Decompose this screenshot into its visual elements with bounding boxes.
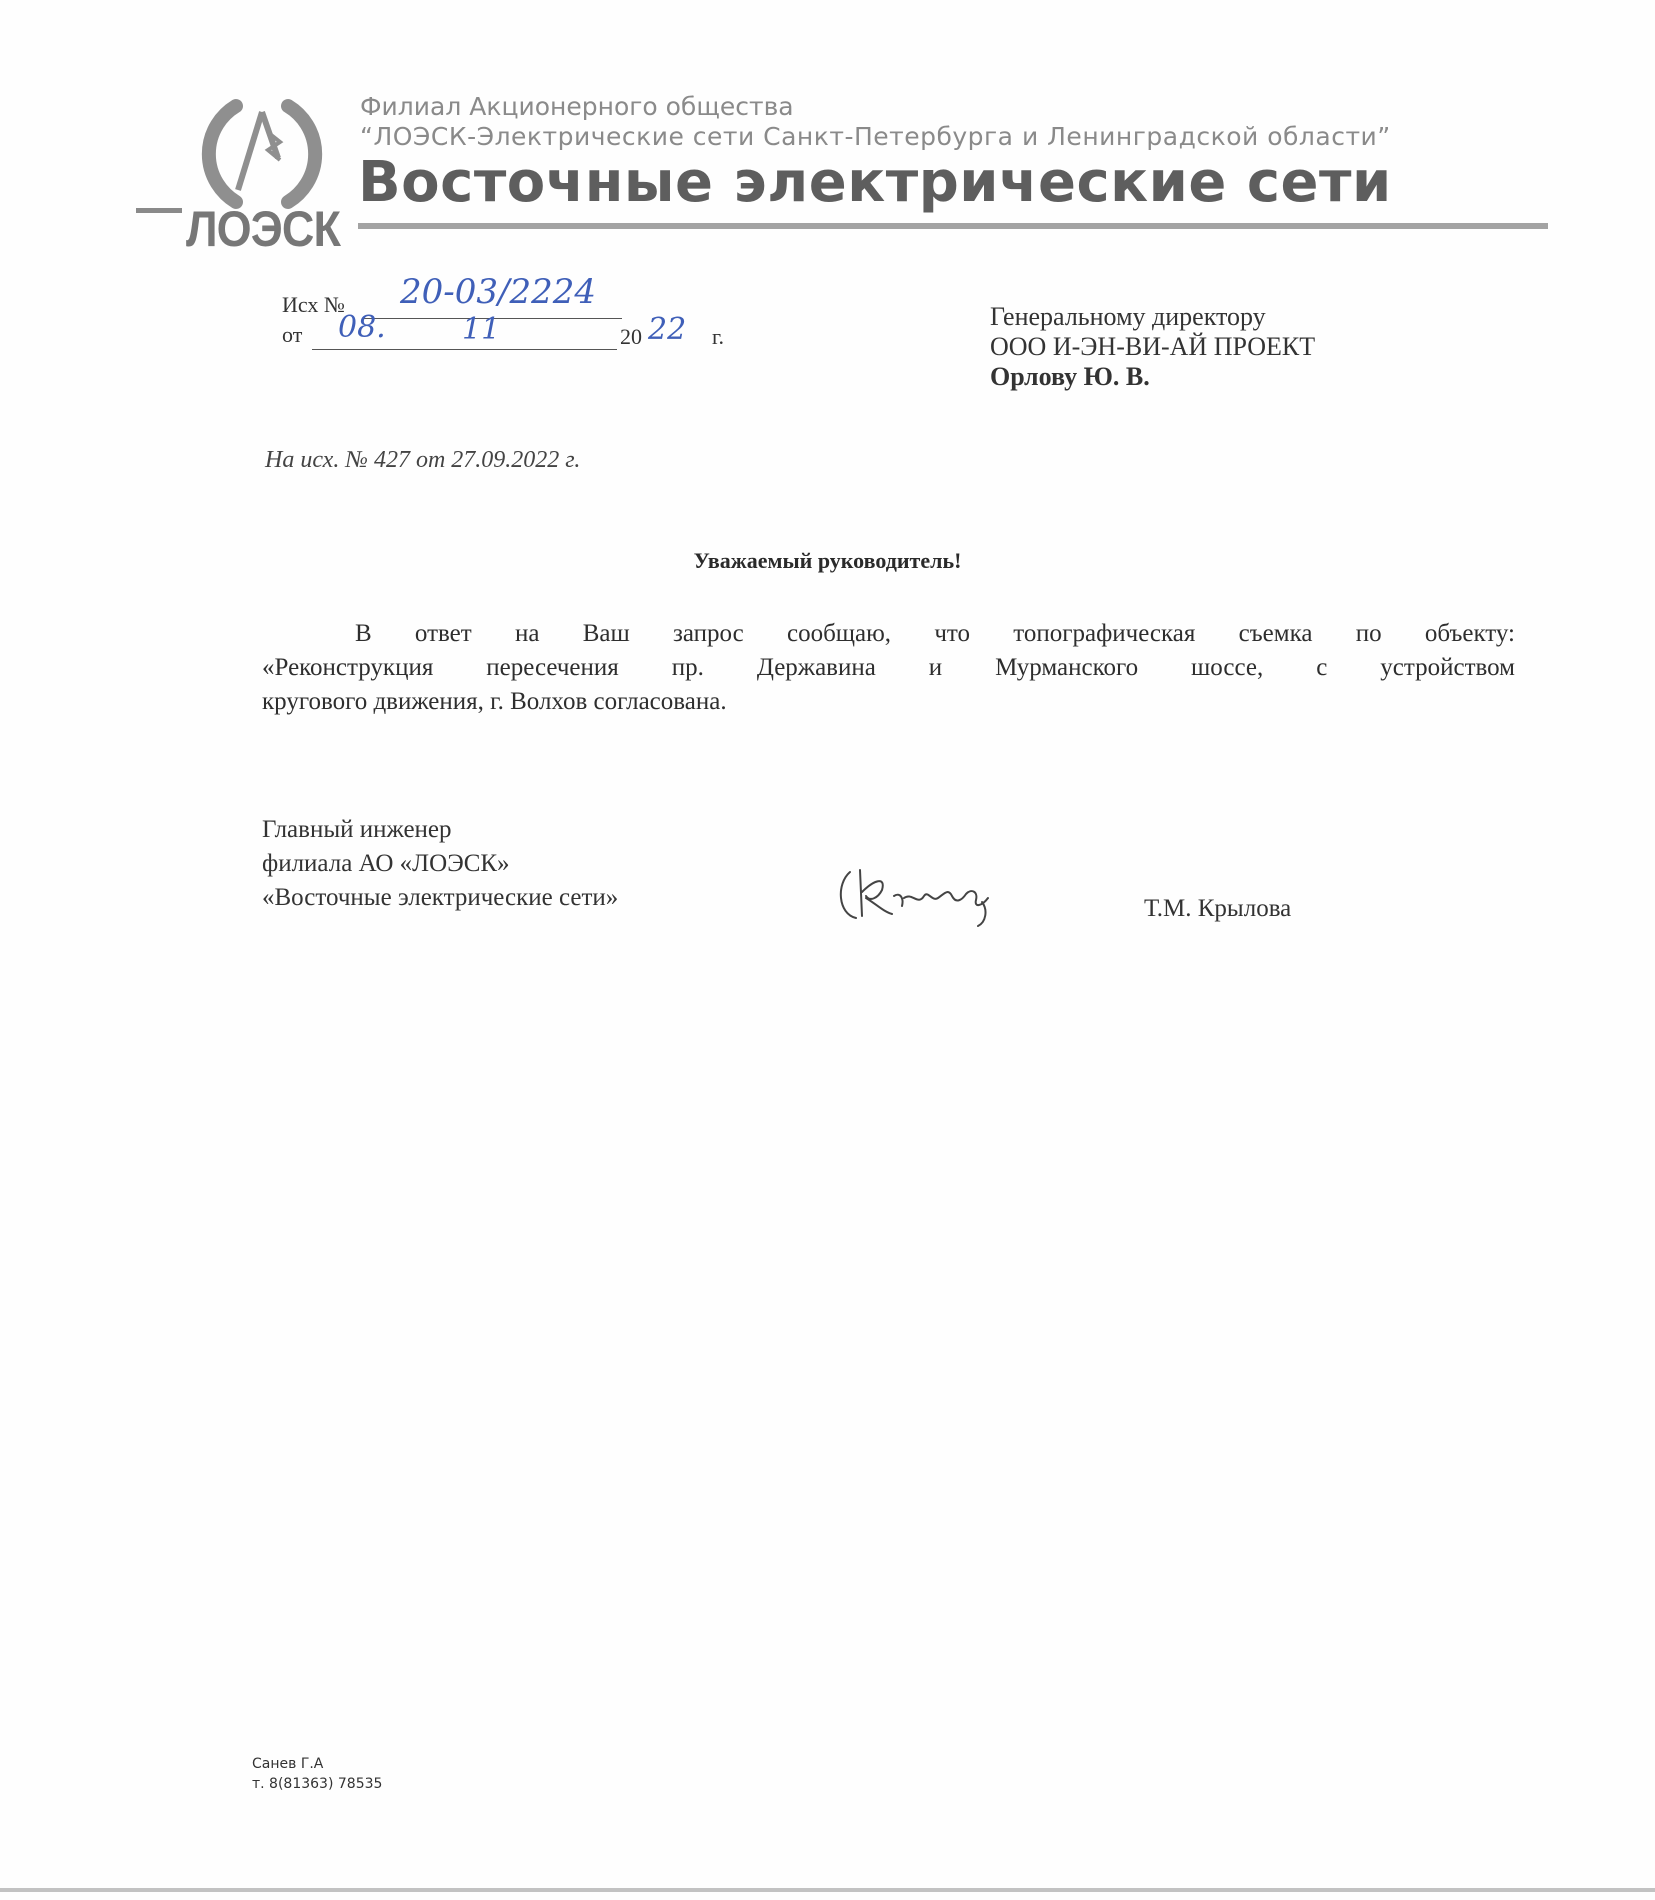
executor-name: Санев Г.А [252,1756,324,1772]
addressee-company: ООО И-ЭН-ВИ-АЙ ПРОЕКТ [990,332,1316,361]
date-label: от [282,322,303,347]
letterhead-rule [358,223,1548,229]
year-prefix: 20 [620,324,642,349]
body-line: кругового движения, г. Волхов согласована. [262,688,727,715]
loesk-logo-icon [196,98,328,210]
date-month: 11 [462,312,501,347]
signer-name: Т.М. Крылова [1144,895,1292,922]
date-day: 08. [338,310,386,345]
addressee-position: Генеральному директору [990,302,1266,331]
body-line: «Реконструкция пересечения пр. Державина и Мурманского шоссе, с устройством [262,654,1515,681]
signatory-branch: филиала АО «ЛОЭСК» [262,850,510,877]
letterhead-org-line1: Филиал Акционерного общества [360,92,794,121]
letterhead-org-line2: “ЛОЭСК-Электрические сети Санкт-Петербурга и Ленинградской области” [360,122,1391,151]
handwritten-signature [832,862,1012,932]
date-underline [312,349,617,350]
executor-phone: т. 8(81363) 78535 [252,1776,383,1792]
in-reply-reference: На исх. № 427 от 27.09.2022 г. [265,447,581,473]
outgoing-number-label: Исх № [282,292,345,317]
outgoing-number-value: 20-03/2224 [400,272,596,312]
signatory-branch-name: «Восточные электрические сети» [262,884,619,911]
logo-bar [136,208,182,213]
year-suffix: 22 [648,312,687,347]
scan-edge [0,1888,1655,1892]
addressee-name: Орлову Ю. В. [990,362,1150,391]
letterhead-title: Восточные электрические сети [358,150,1392,215]
body-line: В ответ на Ваш запрос сообщаю, что топографическая съемка по объекту: [355,620,1515,647]
year-unit: г. [712,324,725,349]
salutation: Уважаемый руководитель! [693,548,962,573]
logo-text: ЛОЭСК [186,201,341,257]
signatory-position: Главный инженер [262,816,452,843]
